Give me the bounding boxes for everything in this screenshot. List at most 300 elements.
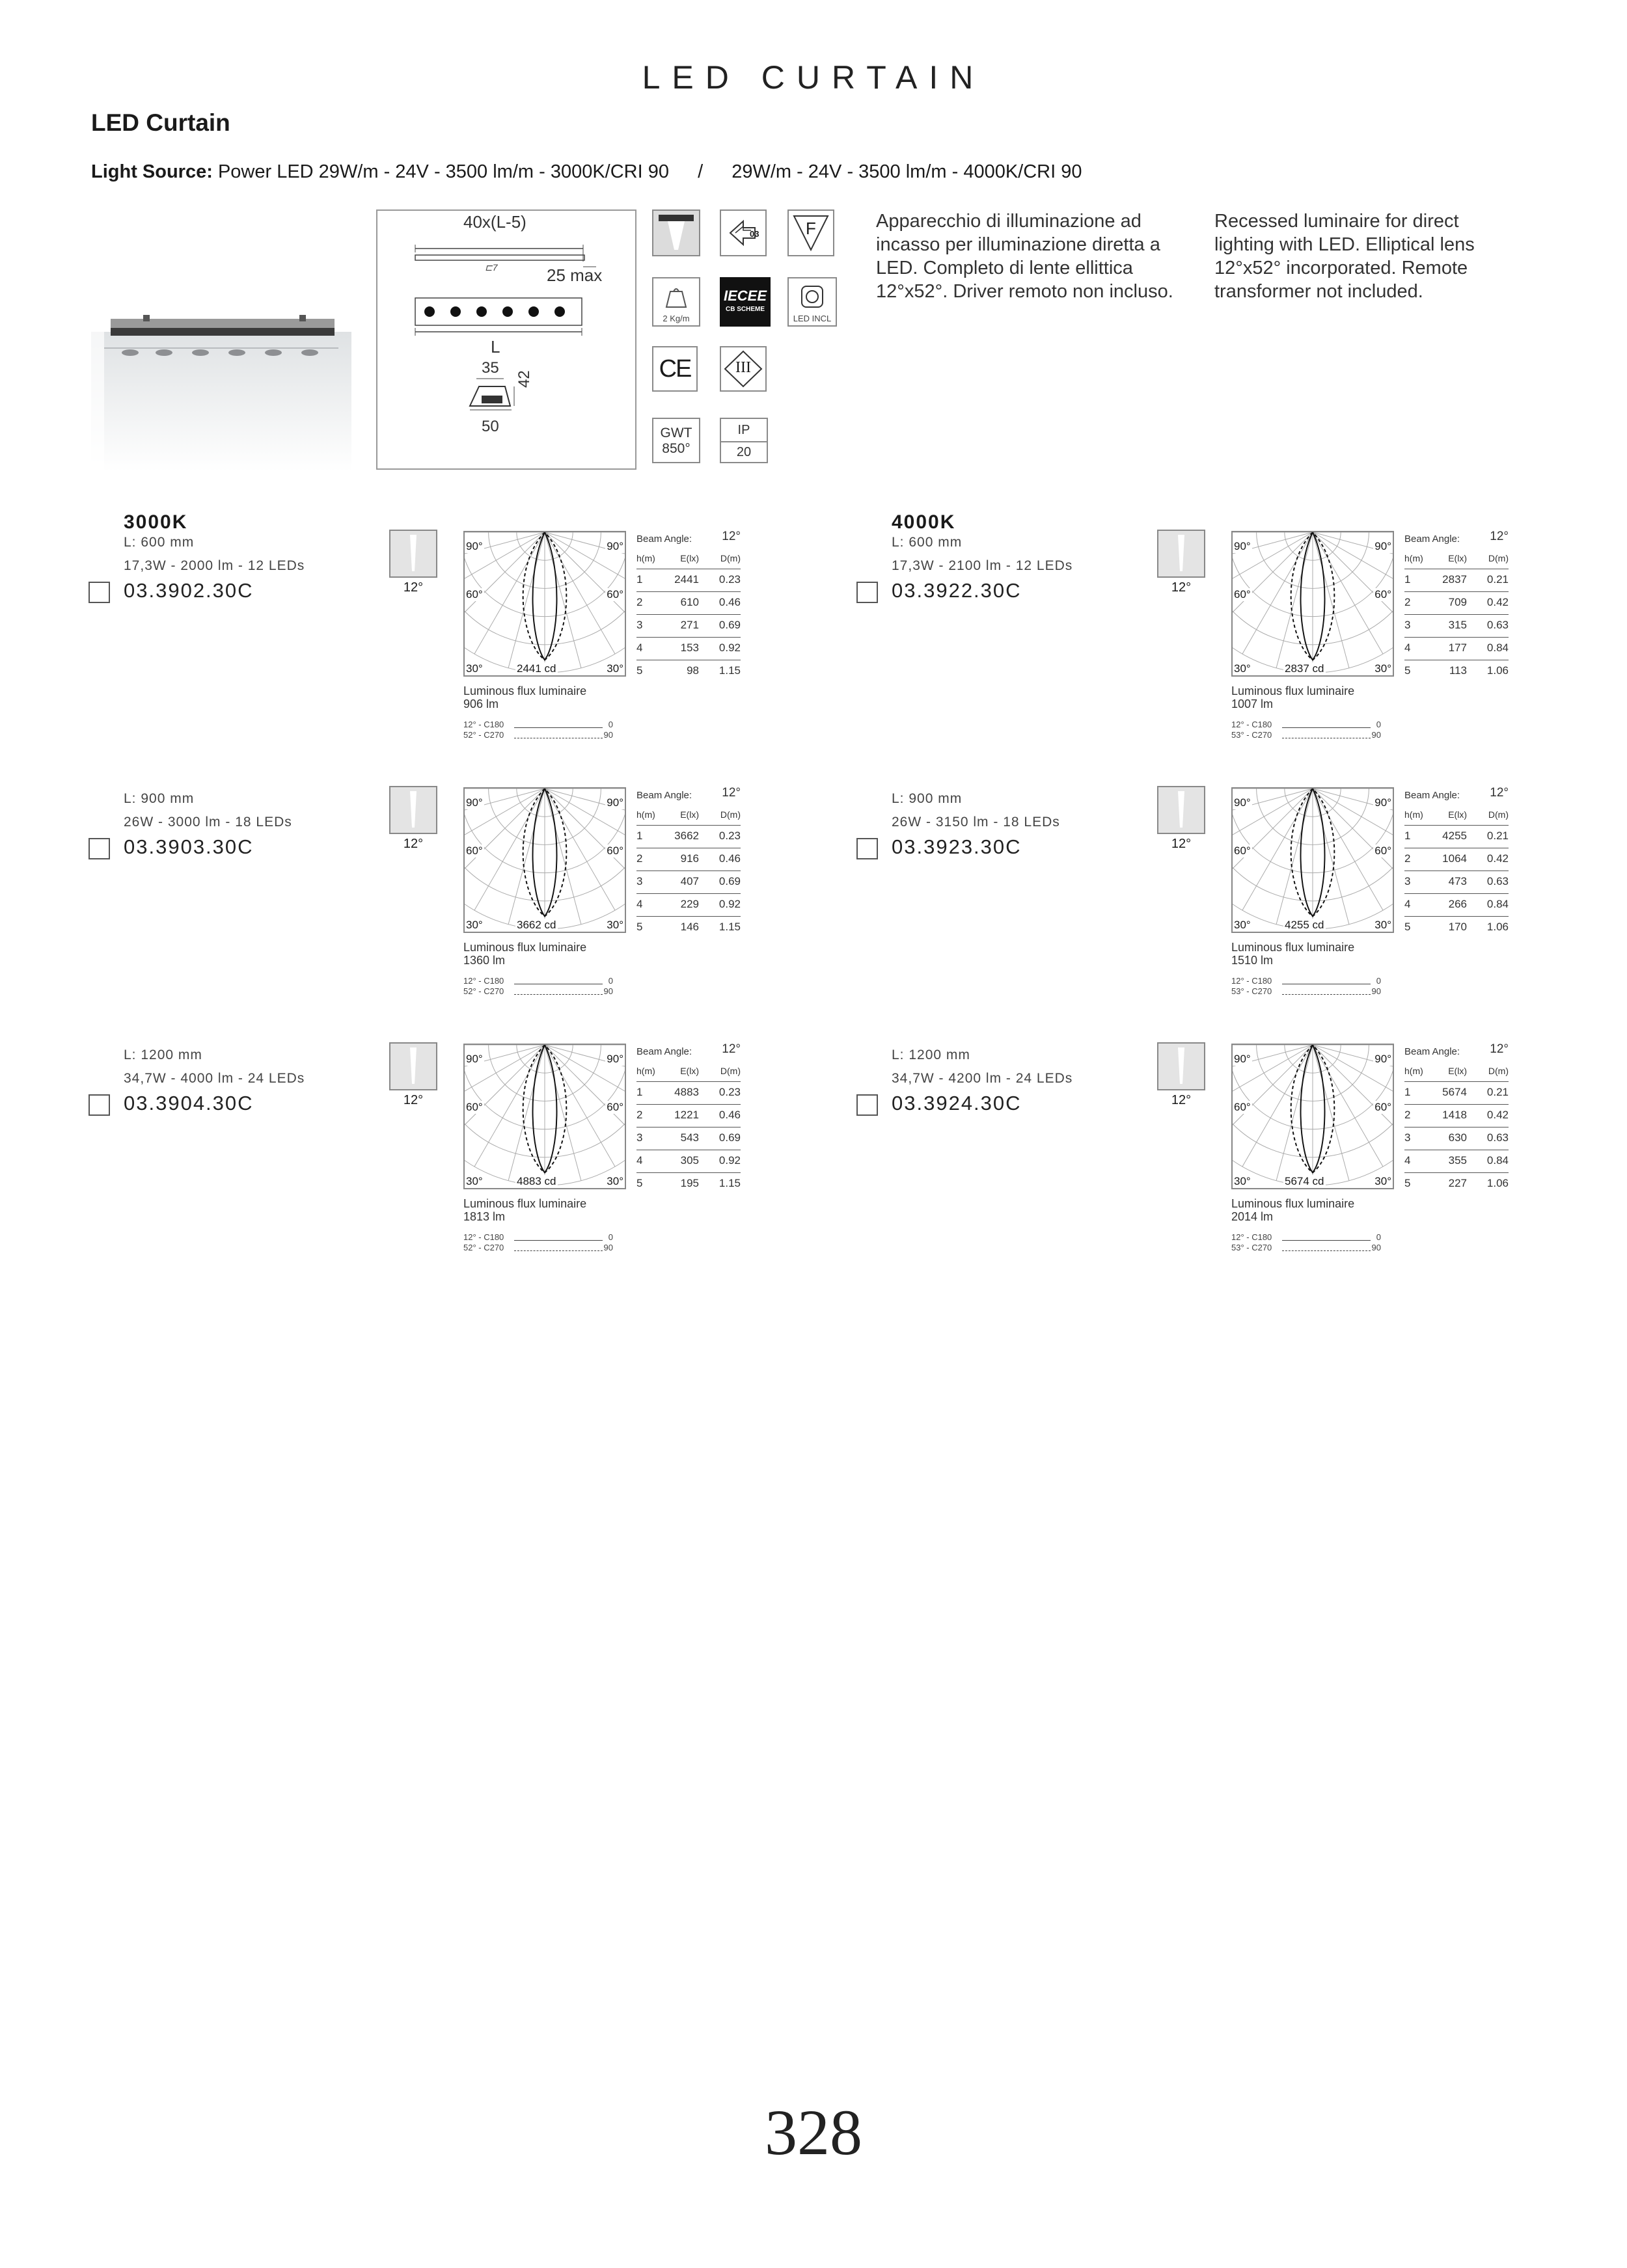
c-plane-2-end: 90 [603,986,613,996]
luminous-flux-value: 1007 lm [1231,697,1274,710]
beam-angle-label: Beam Angle: [636,790,692,801]
drawing-top-dimension: 40x(L-5) [463,212,526,232]
product-code: 03.3923.30C [892,835,1022,858]
order-checkbox[interactable] [856,838,878,859]
iecee-text: IECEE [723,288,767,304]
polar-label-60-left: 60° [466,844,483,857]
col-illuminance: E(lx) [680,1066,699,1076]
product-variant [87,1024,803,1271]
order-checkbox[interactable] [856,582,878,603]
photometric-table [636,1042,741,1195]
table-cell-illuminance: 473 [1448,875,1467,887]
polar-peak-intensity: 2837 cd [1285,662,1324,675]
table-cell-illuminance: 4883 [674,1086,699,1098]
luminous-flux-title: Luminous flux luminaire [463,1197,587,1210]
table-cell-diameter: 0.23 [718,830,741,842]
table-cell-diameter: 0.69 [718,619,741,631]
table-cell-diameter: 1.06 [1486,664,1509,677]
photometric-table-row [636,1127,741,1150]
drawing-width-top: 35 [482,359,499,377]
table-cell-diameter: 0.46 [718,596,741,608]
ce-mark-icon [652,346,698,392]
c-plane-2-end: 90 [1371,1243,1381,1252]
polar-peak-intensity: 5674 cd [1285,1175,1324,1187]
product-code: 03.3924.30C [892,1092,1022,1114]
polar-diagram [463,787,626,933]
table-cell-illuminance: 543 [680,1131,699,1144]
polar-label-30-right: 30° [1374,662,1391,675]
col-diameter: D(m) [720,809,741,820]
table-cell-height: 5 [1404,1177,1411,1189]
ip-rating-icon [720,418,768,463]
product-code: 03.3903.30C [124,835,254,858]
technical-drawing [376,209,636,470]
luminous-flux-title: Luminous flux luminaire [1231,941,1355,954]
photometric-table-row [636,1082,741,1105]
product-variant [87,768,803,1015]
luminous-flux-value: 2014 lm [1231,1210,1274,1223]
col-height: h(m) [1404,553,1423,563]
col-height: h(m) [636,553,655,563]
col-illuminance: E(lx) [1448,553,1467,563]
product-variant [855,768,1571,1015]
table-cell-illuminance: 355 [1448,1154,1467,1167]
c-plane-2-label: 52° - C270 [463,986,504,996]
col-illuminance: E(lx) [1448,809,1467,820]
polar-label-60-right: 60° [607,1101,623,1113]
photometric-table-row [636,826,741,848]
photometric-table-row [1404,638,1509,660]
variant-spec: 34,7W - 4000 lm - 24 LEDs [124,1071,305,1086]
table-cell-height: 4 [636,898,643,910]
light-source-label: Light Source: [91,161,213,182]
c-plane-line-1 [1231,720,1381,729]
polar-peak-intensity: 4255 cd [1285,919,1324,931]
table-cell-diameter: 0.69 [718,1131,741,1144]
luminous-flux-title: Luminous flux luminaire [463,941,587,954]
table-cell-diameter: 0.69 [718,875,741,887]
beam-angle-value: 12° [1490,786,1509,800]
variant-length: L: 600 mm [892,535,963,550]
photometric-table [636,786,741,939]
table-cell-diameter: 0.21 [1486,1086,1509,1098]
luminous-flux-value: 1360 lm [463,954,506,967]
table-cell-illuminance: 271 [680,619,699,631]
polar-label-90-left: 90° [466,1053,483,1065]
polar-diagram [463,1044,626,1189]
table-cell-height: 2 [1404,1109,1411,1121]
order-checkbox[interactable] [89,1094,110,1116]
table-cell-height: 1 [636,573,643,586]
page-number: 328 [765,2096,862,2168]
variant-length: L: 1200 mm [892,1047,970,1062]
photometric-table-row [636,1150,741,1173]
beam-angle-label: Beam Angle: [1404,790,1460,801]
beam-angle-icon-label: 12° [403,1093,424,1107]
photometric-table-row [1404,826,1509,848]
table-cell-diameter: 1.06 [1486,1177,1509,1189]
beam-angle-icon [389,530,437,578]
table-cell-height: 4 [1404,641,1411,654]
drawing-length-label: L [491,337,500,357]
photometric-table-row [636,569,741,592]
c-plane-line-1 [463,1232,613,1242]
variant-spec: 26W - 3150 lm - 18 LEDs [892,815,1060,830]
table-cell-height: 1 [1404,573,1411,586]
product-photo [91,312,351,472]
c-plane-2-end: 90 [603,1243,613,1252]
product-variant [87,511,803,759]
polar-diagram [463,531,626,677]
table-cell-height: 1 [1404,830,1411,842]
beam-angle-label: Beam Angle: [1404,1046,1460,1057]
light-source-3000k: Power LED 29W/m - 24V - 3500 lm/m - 3000K/CRI 90 [217,161,669,182]
table-cell-height: 1 [636,1086,643,1098]
beam-angle-icon-label: 12° [403,580,424,595]
table-cell-height: 3 [1404,619,1411,631]
c-plane-1-end: 0 [1376,720,1381,729]
table-cell-illuminance: 146 [680,921,699,933]
table-cell-height: 2 [636,596,643,608]
polar-label-60-left: 60° [466,588,483,601]
c-plane-line-2 [1231,730,1381,740]
polar-label-60-right: 60° [607,588,623,601]
iecee-cb-scheme-icon [720,277,771,327]
beam-angle-value: 12° [722,786,741,800]
cb-scheme-text: CB SCHEME [725,306,765,313]
table-cell-diameter: 0.92 [718,898,741,910]
description-italian: Apparecchio di illuminazione ad incasso per illuminazione diretta a LED. Completo di lente ellittica 12°x52°. Driver remoto non incluso. [876,211,1173,302]
polar-label-60-right: 60° [1374,1101,1391,1113]
col-diameter: D(m) [1488,553,1509,563]
drawing-max-dimension: 25 max [547,265,603,285]
photometric-table-row [636,615,741,638]
table-cell-height: 3 [636,619,643,631]
table-cell-diameter: 0.84 [1486,1154,1509,1167]
col-height: h(m) [1404,809,1423,820]
photometric-table-row [1404,660,1509,682]
c-plane-1-label: 12° - C180 [463,720,504,729]
led-included-caption: LED INCL [793,314,832,323]
c-plane-2-end: 90 [1371,986,1381,996]
photometric-table-row [1404,1105,1509,1127]
photometric-table-row [1404,1150,1509,1173]
f-mark-text: F [806,219,816,238]
c-plane-2-label: 53° - C270 [1231,730,1272,740]
polar-label-30-left: 30° [1234,662,1251,675]
drawing-height: 42 [515,370,533,388]
table-cell-illuminance: 1221 [674,1109,699,1121]
beam-angle-icon-label: 12° [1171,580,1192,595]
polar-label-30-left: 30° [1234,919,1251,931]
class-iii-text: III [735,359,751,376]
table-cell-illuminance: 315 [1448,619,1467,631]
table-cell-height: 3 [636,1131,643,1144]
color-temperature: 4000K [892,511,956,533]
photometric-table-header [636,805,741,826]
luminous-flux-value: 1510 lm [1231,954,1274,967]
table-cell-diameter: 0.21 [1486,573,1509,586]
photometric-table-row [636,917,741,939]
table-cell-illuminance: 266 [1448,898,1467,910]
table-cell-height: 5 [1404,921,1411,933]
light-source-line [91,161,1082,183]
table-cell-diameter: 0.92 [718,641,741,654]
photometric-table-row [1404,1082,1509,1105]
table-cell-diameter: 0.84 [1486,641,1509,654]
table-cell-height: 4 [636,1154,643,1167]
c-plane-line-2 [463,986,613,996]
c-plane-line-2 [463,730,613,740]
variant-spec: 34,7W - 4200 lm - 24 LEDs [892,1071,1073,1086]
c-plane-line-2 [463,1243,613,1252]
photometric-table-row [636,848,741,871]
table-cell-diameter: 1.15 [718,664,741,677]
table-cell-diameter: 1.15 [718,921,741,933]
table-cell-illuminance: 1418 [1442,1109,1467,1121]
variant-length: L: 900 mm [892,791,963,806]
luminous-flux-title: Luminous flux luminaire [1231,684,1355,697]
table-cell-illuminance: 153 [680,641,699,654]
table-cell-diameter: 0.42 [1486,1109,1509,1121]
energy-class-icon [720,209,767,256]
photometric-table-row [636,871,741,894]
variant-length: L: 900 mm [124,791,195,806]
product-code: 03.3904.30C [124,1092,254,1114]
c-plane-1-label: 12° - C180 [463,1232,504,1242]
table-cell-height: 3 [1404,1131,1411,1144]
polar-label-30-right: 30° [1374,1175,1391,1187]
table-cell-diameter: 0.42 [1486,852,1509,865]
table-cell-illuminance: 709 [1448,596,1467,608]
variant-spec: 17,3W - 2000 lm - 12 LEDs [124,558,305,573]
polar-diagram [1231,531,1394,677]
photometric-table-row [636,1173,741,1195]
table-cell-diameter: 0.42 [1486,596,1509,608]
beam-angle-label: Beam Angle: [636,1046,692,1057]
polar-label-90-left: 90° [1234,540,1251,552]
table-cell-diameter: 0.84 [1486,898,1509,910]
table-cell-diameter: 1.06 [1486,921,1509,933]
load-weight-icon [652,277,700,327]
beam-angle-icon [1157,1042,1205,1090]
table-cell-height: 2 [1404,596,1411,608]
photometric-table [1404,786,1509,939]
photometric-table-row [636,660,741,682]
polar-label-30-right: 30° [607,1175,623,1187]
polar-peak-intensity: 2441 cd [517,662,556,675]
c-plane-1-label: 12° - C180 [463,976,504,986]
led-included-icon [787,277,837,327]
table-cell-illuminance: 1064 [1442,852,1467,865]
c-plane-line-1 [463,976,613,986]
product-title: LED Curtain [91,109,230,136]
polar-label-60-right: 60° [1374,588,1391,601]
c-plane-1-end: 0 [1376,976,1381,986]
c-plane-1-label: 12° - C180 [1231,1232,1272,1242]
variant-length: L: 600 mm [124,535,195,550]
table-cell-height: 4 [1404,898,1411,910]
c-plane-2-label: 53° - C270 [1231,1243,1272,1252]
polar-label-60-right: 60° [607,844,623,857]
polar-diagram [1231,1044,1394,1189]
polar-label-90-right: 90° [1374,1053,1391,1065]
polar-label-90-right: 90° [607,796,623,809]
polar-label-90-right: 90° [1374,540,1391,552]
ce-mark-text: CE [659,355,691,383]
order-checkbox[interactable] [89,582,110,603]
energy-class-number: 03 [750,229,759,239]
ip-label: IP [737,423,750,437]
table-cell-illuminance: 98 [687,664,699,677]
order-checkbox[interactable] [856,1094,878,1116]
variant-spec: 17,3W - 2100 lm - 12 LEDs [892,558,1073,573]
table-cell-diameter: 0.46 [718,1109,741,1121]
product-variant [855,1024,1571,1271]
col-diameter: D(m) [720,553,741,563]
photometric-table-row [1404,615,1509,638]
table-cell-illuminance: 916 [680,852,699,865]
table-cell-height: 1 [1404,1086,1411,1098]
beam-angle-icon-label: 12° [403,837,424,851]
polar-label-90-left: 90° [466,796,483,809]
table-cell-height: 1 [636,830,643,842]
table-cell-height: 4 [1404,1154,1411,1167]
polar-label-30-left: 30° [1234,1175,1251,1187]
table-cell-height: 4 [636,641,643,654]
photometric-table-header [1404,1062,1509,1082]
f-mark-icon [787,209,834,256]
table-cell-height: 5 [636,921,643,933]
polar-label-60-left: 60° [1234,1101,1251,1113]
table-cell-illuminance: 170 [1448,921,1467,933]
variant-length: L: 1200 mm [124,1047,202,1062]
c-plane-1-end: 0 [608,976,613,986]
c-plane-1-end: 0 [608,720,613,729]
c-plane-2-end: 90 [1371,730,1381,740]
c-plane-1-label: 12° - C180 [1231,976,1272,986]
beam-angle-icon-label: 12° [1171,837,1192,851]
c-plane-line-2 [1231,1243,1381,1252]
table-cell-illuminance: 195 [680,1177,699,1189]
photometric-table-row [1404,592,1509,615]
table-cell-height: 3 [1404,875,1411,887]
drawing-width-bottom: 50 [482,418,499,435]
table-cell-diameter: 0.46 [718,852,741,865]
table-cell-illuminance: 113 [1449,664,1467,677]
table-cell-diameter: 1.15 [718,1177,741,1189]
c-plane-2-label: 53° - C270 [1231,986,1272,996]
polar-label-90-left: 90° [1234,796,1251,809]
order-checkbox[interactable] [89,838,110,859]
table-cell-illuminance: 610 [680,596,699,608]
recessed-spot-icon [652,209,700,256]
ip-value: 20 [736,445,752,459]
luminous-flux-title: Luminous flux luminaire [463,684,587,697]
photometric-table-header [1404,549,1509,569]
page-title: LED CURTAIN [642,59,985,96]
polar-peak-intensity: 3662 cd [517,919,556,931]
load-weight-caption: 2 Kg/m [663,314,690,323]
beam-angle-value: 12° [1490,530,1509,543]
beam-angle-icon [389,1042,437,1090]
table-cell-height: 2 [636,1109,643,1121]
table-cell-illuminance: 227 [1448,1177,1467,1189]
col-diameter: D(m) [1488,809,1509,820]
photometric-table-row [1404,569,1509,592]
polar-peak-intensity: 4883 cd [517,1175,556,1187]
table-cell-height: 5 [636,1177,643,1189]
light-source-separator: / [698,161,704,182]
c-plane-line-1 [463,720,613,729]
beam-angle-label: Beam Angle: [1404,533,1460,545]
col-diameter: D(m) [720,1066,741,1076]
photometric-table-row [1404,1127,1509,1150]
table-cell-diameter: 0.23 [718,1086,741,1098]
beam-angle-value: 12° [722,1042,741,1056]
c-plane-line-1 [1231,976,1381,986]
photometric-table-row [636,638,741,660]
beam-angle-value: 12° [1490,1042,1509,1056]
polar-label-90-left: 90° [466,540,483,552]
table-cell-height: 3 [636,875,643,887]
photometric-table [1404,530,1509,682]
polar-label-90-right: 90° [1374,796,1391,809]
beam-angle-icon [389,786,437,834]
c-plane-1-end: 0 [608,1232,613,1242]
color-temperature: 3000K [124,511,188,533]
product-code: 03.3902.30C [124,579,254,602]
description-english: Recessed luminaire for direct lighting with LED. Elliptical lens 12°x52° incorporated. Remote transformer not included. [1214,211,1475,302]
polar-diagram [1231,787,1394,933]
c-plane-line-2 [1231,986,1381,996]
table-cell-illuminance: 630 [1448,1131,1467,1144]
table-cell-diameter: 0.21 [1486,830,1509,842]
photometric-table-header [636,1062,741,1082]
luminous-flux-value: 906 lm [463,697,499,710]
table-cell-height: 2 [1404,852,1411,865]
col-illuminance: E(lx) [680,553,699,563]
table-cell-illuminance: 177 [1448,641,1467,654]
table-cell-illuminance: 3662 [674,830,699,842]
gwt-rating-icon [652,418,700,463]
polar-label-30-right: 30° [607,919,623,931]
photometric-table-row [636,592,741,615]
polar-label-60-right: 60° [1374,844,1391,857]
polar-label-60-left: 60° [1234,844,1251,857]
photometric-table-row [1404,917,1509,939]
photometric-table-header [1404,805,1509,826]
polar-label-90-right: 90° [607,540,623,552]
beam-angle-label: Beam Angle: [636,533,692,545]
polar-label-60-left: 60° [466,1101,483,1113]
c-plane-2-label: 52° - C270 [463,1243,504,1252]
table-cell-height: 5 [636,664,643,677]
table-cell-illuminance: 229 [680,898,699,910]
table-cell-illuminance: 407 [680,875,699,887]
col-height: h(m) [1404,1066,1423,1076]
beam-angle-icon [1157,786,1205,834]
polar-label-90-right: 90° [607,1053,623,1065]
beam-angle-value: 12° [722,530,741,543]
photometric-table-row [1404,871,1509,894]
product-code: 03.3922.30C [892,579,1022,602]
photometric-table-row [636,894,741,917]
table-cell-illuminance: 305 [680,1154,699,1167]
gwt-label: GWT [660,425,692,440]
c-plane-1-label: 12° - C180 [1231,720,1272,729]
col-height: h(m) [636,809,655,820]
